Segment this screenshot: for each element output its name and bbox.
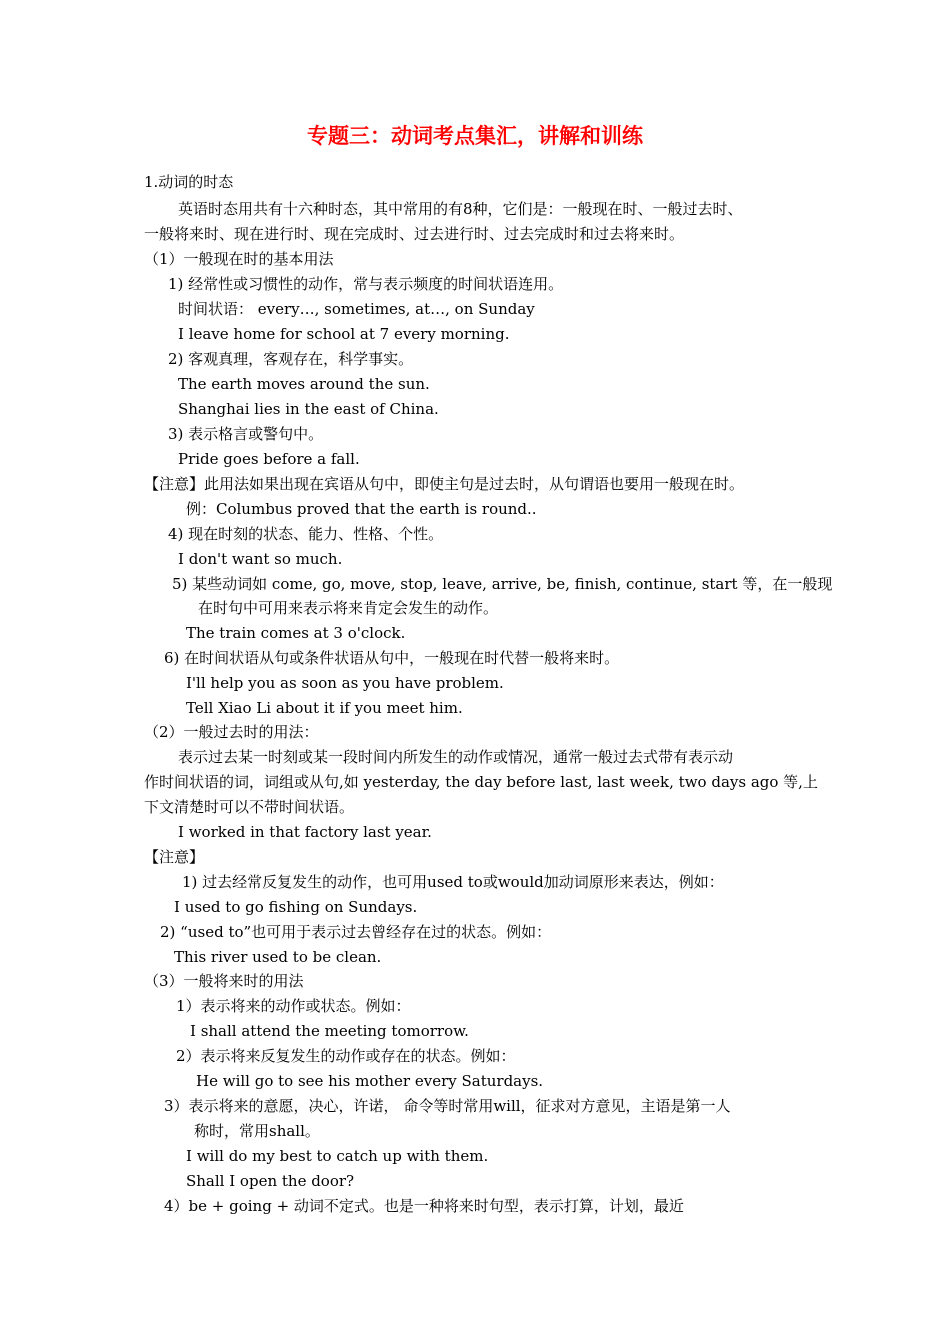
page-title: 专题三：动词考点集汇，讲解和训练	[307, 124, 643, 148]
text-line: I shall attend the meeting tomorrow.	[190, 1022, 469, 1040]
text-line: I will do my best to catch up with them.	[186, 1147, 489, 1165]
text-line: 【注意】此用法如果出现在宾语从句中，即使主句是过去时，从句谓语也要用一般现在时。	[144, 475, 745, 493]
text-line: 1.动词的时态	[144, 173, 234, 191]
text-line: Pride goes before a fall.	[178, 450, 360, 468]
text-line: 1) 过去经常反复发生的动作，也可用used to或would加动词原形来表达，例如：	[182, 873, 724, 891]
text-line: 2) “used to”也可用于表示过去曾经存在过的状态。例如：	[160, 923, 552, 941]
text-line: 6) 在时间状语从句或条件状语从句中，一般现在时代替一般将来时。	[164, 649, 620, 667]
text-line: I worked in that factory last year.	[178, 823, 432, 841]
text-line: 表示过去某一时刻或某一段时间内所发生的动作或情况，通常一般过去式带有表示动	[178, 748, 734, 766]
text-line: （1）一般现在时的基本用法	[144, 250, 334, 268]
text-line: I don't want so much.	[178, 550, 343, 568]
text-line: I used to go fishing on Sundays.	[174, 898, 418, 916]
text-line: 在时句中可用来表示将来肯定会发生的动作。	[198, 599, 499, 617]
text-line: 下文清楚时可以不带时间状语。	[144, 798, 355, 816]
text-line: The train comes at 3 o'clock.	[186, 624, 406, 642]
text-line: 2）表示将来反复发生的动作或存在的状态。例如：	[176, 1047, 516, 1065]
text-line: This river used to be clean.	[174, 948, 382, 966]
text-line: Tell Xiao Li about it if you meet him.	[186, 699, 463, 717]
text-line: I'll help you as soon as you have problem.	[186, 674, 504, 692]
text-line: 英语时态用共有十六种时态，其中常用的有8种，它们是：一般现在时、一般过去时、	[178, 200, 743, 218]
text-line: 称时，常用shall。	[194, 1122, 320, 1140]
text-line: 2) 客观真理，客观存在，科学事实。	[168, 350, 414, 368]
text-line: 3）表示将来的意愿，决心，许诺， 命令等时常用will，征求对方意见，主语是第一人	[164, 1097, 731, 1115]
text-line: 【注意】	[144, 848, 205, 866]
text-line: 5) 某些动词如 come, go, move, stop, leave, arrive, be, finish, continue, start 等，在一般现	[172, 575, 833, 593]
text-line: （2）一般过去时的用法：	[144, 723, 319, 741]
text-line: He will go to see his mother every Saturdays.	[196, 1072, 544, 1090]
text-line: 时间状语： every…, sometimes, at…, on Sunday	[178, 300, 535, 318]
text-line: 3) 表示格言或警句中。	[168, 425, 324, 443]
text-line: 作时间状语的词，词组或从句,如 yesterday, the day before last, last week, two days ago 等,上	[144, 773, 818, 791]
text-line: 一般将来时、现在进行时、现在完成时、过去进行时、过去完成时和过去将来时。	[144, 225, 685, 243]
text-line: 1）表示将来的动作或状态。例如：	[176, 997, 411, 1015]
text-line: The earth moves around the sun.	[178, 375, 430, 393]
text-line: 4）be + going + 动词不定式。也是一种将来时句型，表示打算，计划，最近	[164, 1197, 684, 1215]
text-line: Shall I open the door?	[186, 1172, 355, 1190]
text-line: 例：Columbus proved that the earth is round..	[186, 500, 537, 518]
text-line: Shanghai lies in the east of China.	[178, 400, 439, 418]
text-line: （3）一般将来时的用法	[144, 972, 304, 990]
text-line: 4) 现在时刻的状态、能力、性格、个性。	[168, 525, 444, 543]
text-line: 1) 经常性或习惯性的动作，常与表示频度的时间状语连用。	[168, 275, 564, 293]
text-line: I leave home for school at 7 every morning.	[178, 325, 510, 343]
